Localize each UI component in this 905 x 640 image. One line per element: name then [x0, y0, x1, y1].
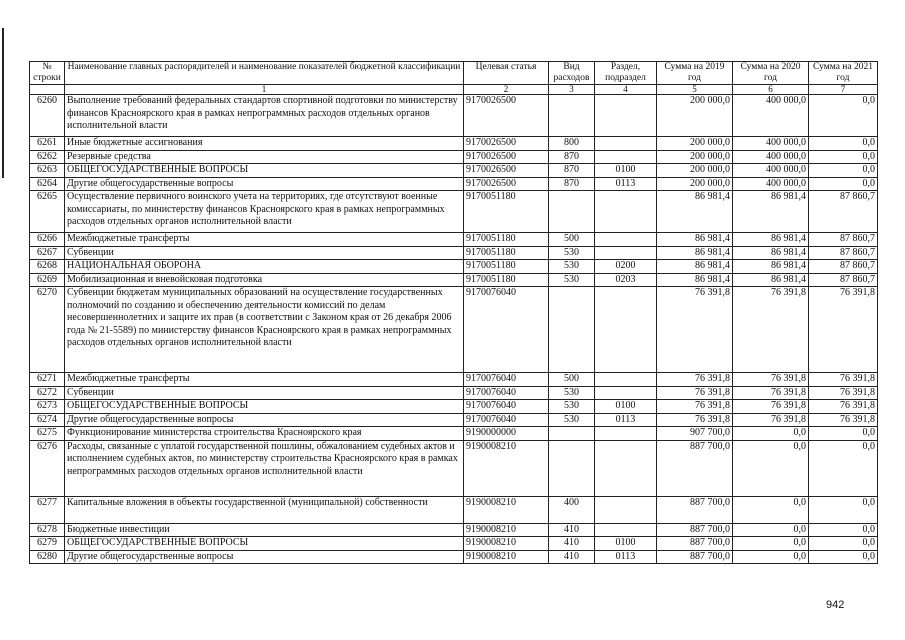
row-target-code: 9170051180	[464, 233, 549, 247]
row-sum-2021: 87 860,7	[809, 273, 878, 287]
row-sum-2019: 887 700,0	[657, 440, 733, 496]
row-razdel: 0113	[595, 413, 657, 427]
row-target-code: 9170026500	[464, 95, 549, 137]
table-row	[30, 287, 878, 373]
row-number: 6273	[30, 400, 65, 414]
row-sum-2019: 887 700,0	[657, 523, 733, 537]
table-row	[30, 523, 878, 537]
table-row	[30, 95, 878, 137]
column-number: 5	[657, 85, 733, 95]
row-vid: 530	[549, 386, 595, 400]
row-sum-2019: 200 000,0	[657, 150, 733, 164]
row-sum-2019: 86 981,4	[657, 260, 733, 274]
header-target: Целевая статья	[464, 62, 549, 85]
table-row	[30, 191, 878, 233]
row-number: 6265	[30, 191, 65, 233]
row-sum-2020: 400 000,0	[733, 95, 809, 137]
row-sum-2019: 887 700,0	[657, 537, 733, 551]
row-vid: 870	[549, 177, 595, 191]
row-target-code: 9170076040	[464, 287, 549, 373]
row-sum-2021: 76 391,8	[809, 373, 878, 387]
row-razdel	[595, 150, 657, 164]
row-sum-2021: 87 860,7	[809, 191, 878, 233]
table-row	[30, 537, 878, 551]
row-razdel: 0113	[595, 550, 657, 564]
row-name: Другие общегосударственные вопросы	[65, 177, 464, 191]
column-number: 7	[809, 85, 878, 95]
header-razdel: Раздел, подраздел	[595, 62, 657, 85]
row-sum-2020: 0,0	[733, 440, 809, 496]
row-name: НАЦИОНАЛЬНАЯ ОБОРОНА	[65, 260, 464, 274]
row-number: 6260	[30, 95, 65, 137]
row-name: Капитальные вложения в объекты государственной (муниципальной) собственности	[65, 496, 464, 523]
row-razdel	[595, 440, 657, 496]
row-sum-2019: 86 981,4	[657, 191, 733, 233]
row-vid: 400	[549, 496, 595, 523]
row-vid: 500	[549, 373, 595, 387]
budget-table	[29, 61, 878, 564]
table-row	[30, 150, 878, 164]
row-sum-2019: 887 700,0	[657, 550, 733, 564]
row-name: Другие общегосударственные вопросы	[65, 413, 464, 427]
row-name: Бюджетные инвестиции	[65, 523, 464, 537]
row-number: 6262	[30, 150, 65, 164]
row-vid	[549, 287, 595, 373]
row-razdel	[595, 246, 657, 260]
row-sum-2020: 400 000,0	[733, 137, 809, 151]
row-name: Выполнение требований федеральных стандартов спортивной подготовки по министерству финансов Красноярского края в рамках непрограммных расходов отдельных органов исполнительной власти	[65, 95, 464, 137]
row-sum-2019: 76 391,8	[657, 400, 733, 414]
row-sum-2021: 0,0	[809, 537, 878, 551]
row-target-code: 9170026500	[464, 137, 549, 151]
row-sum-2019: 76 391,8	[657, 386, 733, 400]
row-number: 6275	[30, 427, 65, 441]
row-sum-2019: 86 981,4	[657, 246, 733, 260]
row-number: 6263	[30, 164, 65, 178]
row-sum-2019: 200 000,0	[657, 164, 733, 178]
row-razdel	[595, 95, 657, 137]
row-target-code: 9190008210	[464, 496, 549, 523]
row-sum-2019: 887 700,0	[657, 496, 733, 523]
row-sum-2021: 0,0	[809, 177, 878, 191]
column-number-row	[30, 85, 878, 95]
row-vid: 870	[549, 164, 595, 178]
row-razdel	[595, 137, 657, 151]
row-target-code: 9190008210	[464, 550, 549, 564]
row-sum-2021: 0,0	[809, 164, 878, 178]
row-razdel	[595, 496, 657, 523]
row-vid: 500	[549, 233, 595, 247]
row-number: 6279	[30, 537, 65, 551]
column-number: 3	[549, 85, 595, 95]
header-sum-2021: Сумма на 2021 год	[809, 62, 878, 85]
row-sum-2021: 76 391,8	[809, 400, 878, 414]
row-sum-2020: 76 391,8	[733, 386, 809, 400]
row-name: Осуществление первичного воинского учета на территориях, где отсутствуют военные комиссариаты, по министерству финансов Красноярского края в рамках непрограммных расходов отдельных органов исполнительной власти	[65, 191, 464, 233]
header-sum-2019: Сумма на 2019 год	[657, 62, 733, 85]
table-row	[30, 177, 878, 191]
table-row	[30, 496, 878, 523]
row-name: Межбюджетные трансферты	[65, 233, 464, 247]
row-razdel: 0100	[595, 164, 657, 178]
table-row	[30, 440, 878, 496]
table-row	[30, 164, 878, 178]
row-sum-2020: 86 981,4	[733, 273, 809, 287]
row-sum-2021: 0,0	[809, 550, 878, 564]
row-vid: 530	[549, 273, 595, 287]
row-vid	[549, 427, 595, 441]
row-vid	[549, 95, 595, 137]
row-razdel: 0113	[595, 177, 657, 191]
row-target-code: 9190008210	[464, 523, 549, 537]
row-sum-2021: 0,0	[809, 523, 878, 537]
row-vid: 800	[549, 137, 595, 151]
row-sum-2020: 0,0	[733, 496, 809, 523]
row-sum-2020: 0,0	[733, 427, 809, 441]
row-razdel	[595, 287, 657, 373]
column-number	[30, 85, 65, 95]
row-sum-2020: 400 000,0	[733, 164, 809, 178]
row-sum-2019: 86 981,4	[657, 273, 733, 287]
row-name: ОБЩЕГОСУДАРСТВЕННЫЕ ВОПРОСЫ	[65, 400, 464, 414]
row-razdel: 0100	[595, 400, 657, 414]
column-number: 2	[464, 85, 549, 95]
row-razdel: 0100	[595, 537, 657, 551]
table-row	[30, 427, 878, 441]
header-vid: Вид расходов	[549, 62, 595, 85]
row-sum-2021: 76 391,8	[809, 413, 878, 427]
row-sum-2021: 0,0	[809, 137, 878, 151]
row-sum-2020: 76 391,8	[733, 373, 809, 387]
row-target-code: 9170026500	[464, 150, 549, 164]
table-row	[30, 260, 878, 274]
row-vid: 530	[549, 413, 595, 427]
table-row	[30, 413, 878, 427]
table-row	[30, 373, 878, 387]
row-vid: 530	[549, 400, 595, 414]
row-sum-2020: 0,0	[733, 523, 809, 537]
row-sum-2020: 86 981,4	[733, 246, 809, 260]
scan-margin-line	[2, 28, 4, 178]
row-sum-2020: 0,0	[733, 537, 809, 551]
table-body	[30, 95, 878, 564]
row-razdel: 0203	[595, 273, 657, 287]
row-name: Субвенции	[65, 386, 464, 400]
row-vid: 410	[549, 550, 595, 564]
row-name: Субвенции	[65, 246, 464, 260]
row-razdel	[595, 233, 657, 247]
row-number: 6277	[30, 496, 65, 523]
header-sum-2020: Сумма на 2020 год	[733, 62, 809, 85]
row-number: 6261	[30, 137, 65, 151]
row-target-code: 9170026500	[464, 177, 549, 191]
row-sum-2019: 86 981,4	[657, 233, 733, 247]
table-row	[30, 233, 878, 247]
row-name: ОБЩЕГОСУДАРСТВЕННЫЕ ВОПРОСЫ	[65, 164, 464, 178]
row-sum-2020: 400 000,0	[733, 177, 809, 191]
row-number: 6272	[30, 386, 65, 400]
row-target-code: 9170051180	[464, 246, 549, 260]
header-row-no: № строки	[30, 62, 65, 85]
row-sum-2019: 907 700,0	[657, 427, 733, 441]
row-number: 6268	[30, 260, 65, 274]
row-number: 6266	[30, 233, 65, 247]
table-row	[30, 137, 878, 151]
header-row	[30, 62, 878, 85]
row-name: Межбюджетные трансферты	[65, 373, 464, 387]
row-name: Мобилизационная и вневойсковая подготовка	[65, 273, 464, 287]
row-sum-2020: 86 981,4	[733, 191, 809, 233]
row-name: Расходы, связанные с уплатой государственной пошлины, обжалованием судебных актов и исполнением судебных актов, по министерству строительства Красноярского края в рамках непрограммных расходов отдельных органов исполнительной власти	[65, 440, 464, 496]
row-sum-2019: 200 000,0	[657, 95, 733, 137]
row-vid	[549, 191, 595, 233]
row-number: 6269	[30, 273, 65, 287]
row-sum-2021: 0,0	[809, 440, 878, 496]
row-sum-2020: 76 391,8	[733, 287, 809, 373]
row-vid: 410	[549, 523, 595, 537]
row-number: 6276	[30, 440, 65, 496]
table-row	[30, 246, 878, 260]
row-target-code: 9190008210	[464, 537, 549, 551]
row-razdel	[595, 373, 657, 387]
row-name: Иные бюджетные ассигнования	[65, 137, 464, 151]
row-sum-2019: 76 391,8	[657, 413, 733, 427]
row-vid: 410	[549, 537, 595, 551]
row-number: 6270	[30, 287, 65, 373]
row-sum-2021: 0,0	[809, 150, 878, 164]
row-sum-2019: 200 000,0	[657, 177, 733, 191]
row-vid	[549, 440, 595, 496]
row-sum-2019: 76 391,8	[657, 373, 733, 387]
column-number: 4	[595, 85, 657, 95]
row-number: 6264	[30, 177, 65, 191]
row-sum-2020: 86 981,4	[733, 233, 809, 247]
row-sum-2019: 76 391,8	[657, 287, 733, 373]
row-target-code: 9170026500	[464, 164, 549, 178]
row-number: 6271	[30, 373, 65, 387]
row-vid: 870	[549, 150, 595, 164]
row-sum-2021: 0,0	[809, 496, 878, 523]
row-sum-2021: 76 391,8	[809, 386, 878, 400]
row-name: Другие общегосударственные вопросы	[65, 550, 464, 564]
row-target-code: 9170076040	[464, 400, 549, 414]
row-sum-2021: 87 860,7	[809, 233, 878, 247]
row-sum-2021: 87 860,7	[809, 246, 878, 260]
page-number: 942	[826, 599, 845, 611]
row-target-code: 9170076040	[464, 413, 549, 427]
row-razdel: 0200	[595, 260, 657, 274]
row-number: 6267	[30, 246, 65, 260]
row-sum-2019: 200 000,0	[657, 137, 733, 151]
row-razdel	[595, 191, 657, 233]
row-sum-2021: 0,0	[809, 427, 878, 441]
row-target-code: 9190000000	[464, 427, 549, 441]
row-name: Субвенции бюджетам муниципальных образований на осуществление государственных полномочий по созданию и обеспечению деятельности комиссий по делам несовершеннолетних и защите их прав (в соответствии с Законом края от 26 декабря 2006 года № 21-5589) по министерству финансов Красноярского края в рамках непрограммных расходов отдельных органов исполнительной власти	[65, 287, 464, 373]
table-row	[30, 386, 878, 400]
row-sum-2021: 87 860,7	[809, 260, 878, 274]
row-target-code: 9170051180	[464, 260, 549, 274]
row-target-code: 9170076040	[464, 386, 549, 400]
row-target-code: 9170051180	[464, 273, 549, 287]
row-razdel	[595, 386, 657, 400]
header-name: Наименование главных распорядителей и наименование показателей бюджетной классификации	[65, 62, 464, 85]
row-razdel	[595, 523, 657, 537]
row-name: Функционирование министерства строительства Красноярского края	[65, 427, 464, 441]
row-target-code: 9190008210	[464, 440, 549, 496]
table-row	[30, 550, 878, 564]
row-vid: 530	[549, 260, 595, 274]
row-razdel	[595, 427, 657, 441]
row-sum-2021: 0,0	[809, 95, 878, 137]
row-name: ОБЩЕГОСУДАРСТВЕННЫЕ ВОПРОСЫ	[65, 537, 464, 551]
row-sum-2020: 86 981,4	[733, 260, 809, 274]
column-number: 1	[65, 85, 464, 95]
row-vid: 530	[549, 246, 595, 260]
row-sum-2020: 0,0	[733, 550, 809, 564]
row-target-code: 9170051180	[464, 191, 549, 233]
row-sum-2020: 400 000,0	[733, 150, 809, 164]
row-number: 6280	[30, 550, 65, 564]
column-number: 6	[733, 85, 809, 95]
row-number: 6274	[30, 413, 65, 427]
table-row	[30, 273, 878, 287]
row-name: Резервные средства	[65, 150, 464, 164]
row-target-code: 9170076040	[464, 373, 549, 387]
row-number: 6278	[30, 523, 65, 537]
row-sum-2020: 76 391,8	[733, 400, 809, 414]
row-sum-2020: 76 391,8	[733, 413, 809, 427]
table-row	[30, 400, 878, 414]
row-sum-2021: 76 391,8	[809, 287, 878, 373]
